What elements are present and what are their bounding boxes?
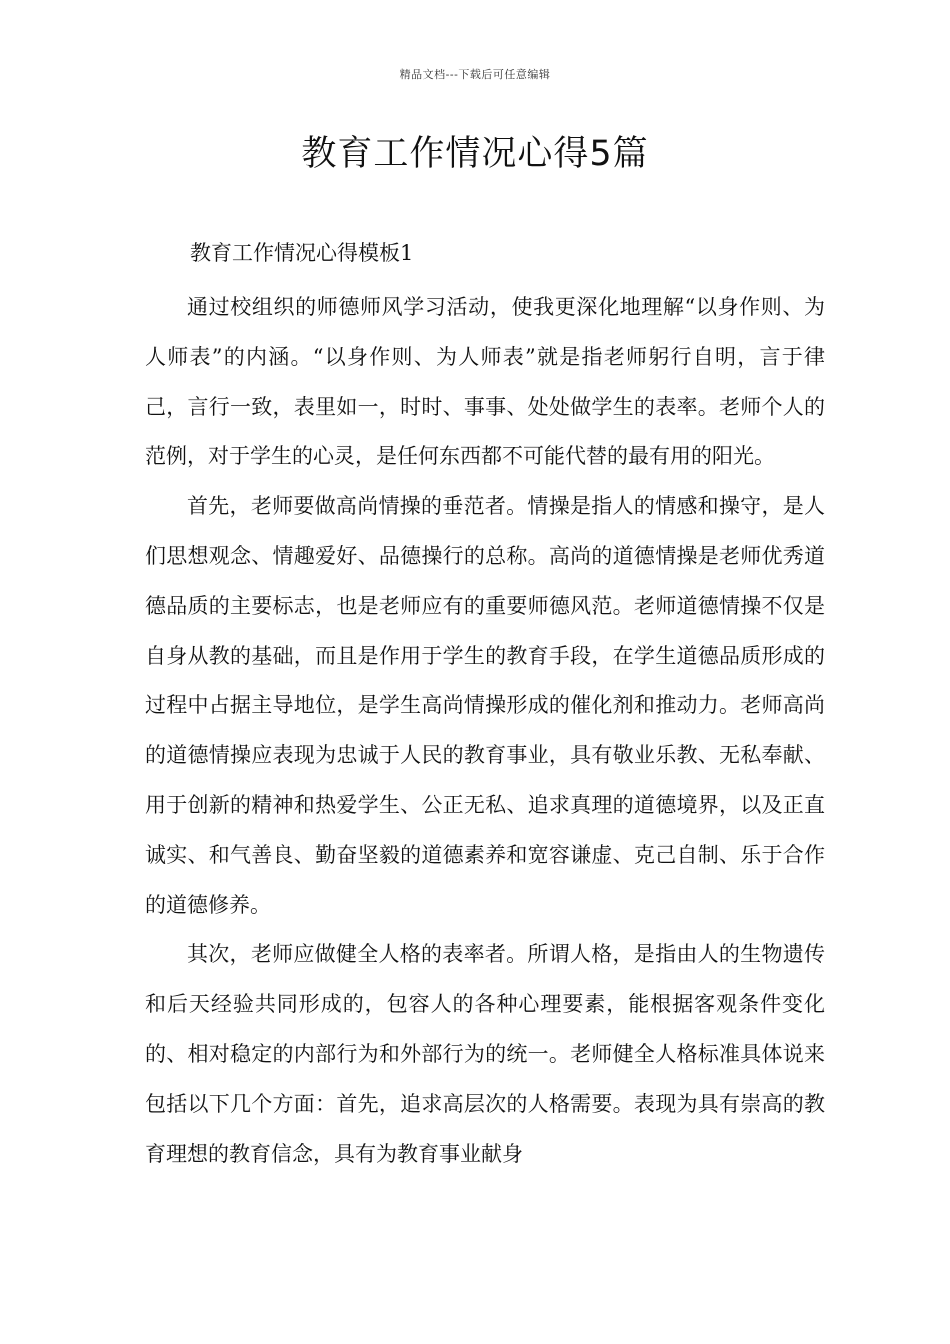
body-text: [145, 283, 825, 1179]
paragraph: 通过校组织的师德师风学习活动，使我更深化地理解“以身作则、为人师表”的内涵。“以身作则、为人师表”就是指老师躬行自明，言于律己，言行一致，表里如一，时时、事事、处处做学生的表率。老师个人的范例，对于学生的心灵，是任何东西都不可能代替的最有用的阳光。: [145, 295, 825, 469]
document-title: 教育工作情况心得5篇: [301, 134, 649, 174]
section-heading: 教育工作情况心得模板1: [190, 241, 414, 265]
paragraph: 首先，老师要做高尚情操的垂范者。情操是指人的情感和操守，是人们思想观念、情趣爱好、品德操行的总称。高尚的道德情操是老师优秀道德品质的主要标志，也是老师应有的重要师德风范。老师道德情操不仅是自身从教的基础，而且是作用于学生的教育手段，在学生道德品质形成的过程中占据主导地位，是学生高尚情操形成的催化剂和推动力。老师高尚的道德情操应表现为忠诚于人民的教育事业，具有敬业乐教、无私奉献、用于创新的精神和热爱学生、公正无私、追求真理的道德境界，以及正直诚实、和气善良、勤奋坚毅的道德素养和宽容谦虚、克己自制、乐于合作的道德修养。: [145, 494, 825, 917]
paragraph: 其次，老师应做健全人格的表率者。所谓人格，是指由人的生物遗传和后天经验共同形成的，包容人的各种心理要素，能根据客观条件变化的、相对稳定的内部行为和外部行为的统一。老师健全人格标准具体说来包括以下几个方面：首先，追求高层次的人格需要。表现为具有崇高的教育理想的教育信念，具有为教育事业献身: [145, 942, 825, 1166]
header-note: 精品文档---下载后可任意编辑: [399, 68, 551, 81]
